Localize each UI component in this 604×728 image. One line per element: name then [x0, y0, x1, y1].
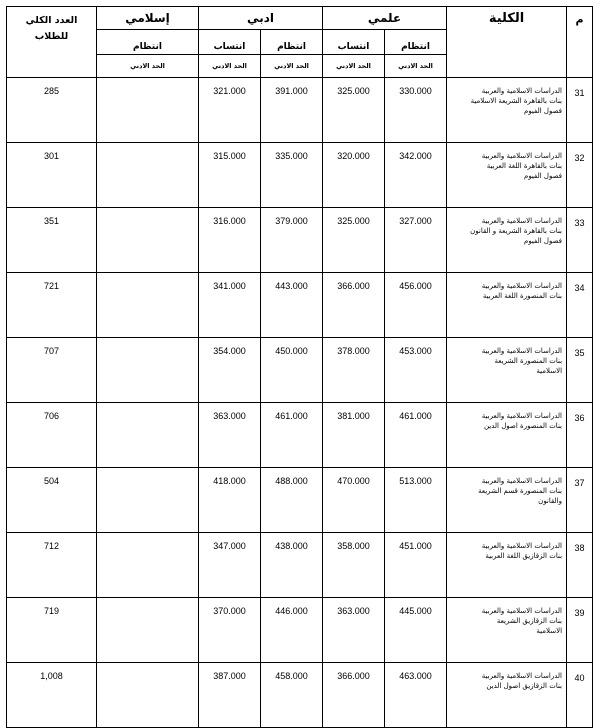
row-college	[447, 143, 567, 208]
table-row	[7, 598, 593, 663]
header-sci-regular: انتظام	[385, 30, 447, 55]
header-lit-affiliation: انتساب	[199, 30, 261, 55]
row-index: 40	[567, 663, 593, 728]
row-sci-affiliation: 325.000	[323, 208, 385, 273]
row-lit-affiliation: 316.000	[199, 208, 261, 273]
college-line: فصول الفيوم	[523, 172, 563, 180]
row-sci-affiliation: 325.000	[323, 78, 385, 143]
row-college	[447, 403, 567, 468]
college-line: بنات بالقاهرة اللغة العربية	[486, 162, 563, 170]
college-line: الدراسات الاسلامية والعربية	[481, 412, 563, 420]
college-line: الدراسات الاسلامية والعربية	[481, 477, 563, 485]
row-index: 31	[567, 78, 593, 143]
row-index: 38	[567, 533, 593, 598]
row-total: 706	[7, 403, 97, 468]
row-isl-regular	[97, 338, 199, 403]
header-total-line2: للطلاب	[34, 31, 69, 42]
table-body	[7, 78, 593, 728]
row-sci-affiliation: 470.000	[323, 468, 385, 533]
row-lit-regular: 450.000	[261, 338, 323, 403]
header-college: الكلية	[447, 7, 567, 78]
college-line: بنات المنصورة اصول الدين	[483, 422, 563, 430]
row-lit-regular: 458.000	[261, 663, 323, 728]
table-row	[7, 143, 593, 208]
header-isl-regular-min: الحد الادني	[97, 55, 199, 78]
row-lit-affiliation: 315.000	[199, 143, 261, 208]
header-sci-affiliation-min: الحد الادني	[323, 55, 385, 78]
row-isl-regular	[97, 143, 199, 208]
college-line: والقانون	[538, 497, 563, 505]
row-sci-affiliation: 363.000	[323, 598, 385, 663]
row-lit-affiliation: 341.000	[199, 273, 261, 338]
table-row	[7, 208, 593, 273]
row-college	[447, 468, 567, 533]
row-sci-regular: 513.000	[385, 468, 447, 533]
row-lit-regular: 488.000	[261, 468, 323, 533]
row-lit-regular: 335.000	[261, 143, 323, 208]
row-isl-regular	[97, 403, 199, 468]
college-line: الدراسات الاسلامية والعربية	[481, 542, 563, 550]
row-college	[447, 663, 567, 728]
row-sci-regular: 456.000	[385, 273, 447, 338]
row-total: 721	[7, 273, 97, 338]
row-sci-affiliation: 378.000	[323, 338, 385, 403]
header-lit-regular-min: الحد الادني	[261, 55, 323, 78]
row-lit-regular: 443.000	[261, 273, 323, 338]
college-line: الدراسات الاسلامية والعربية	[481, 282, 563, 290]
row-total: 301	[7, 143, 97, 208]
row-sci-regular: 330.000	[385, 78, 447, 143]
row-sci-affiliation: 366.000	[323, 273, 385, 338]
row-index: 36	[567, 403, 593, 468]
row-isl-regular	[97, 78, 199, 143]
row-college	[447, 273, 567, 338]
table-row	[7, 338, 593, 403]
row-lit-affiliation: 387.000	[199, 663, 261, 728]
row-index: 37	[567, 468, 593, 533]
row-isl-regular	[97, 533, 199, 598]
row-isl-regular	[97, 273, 199, 338]
college-line: الدراسات الاسلامية والعربية	[481, 217, 563, 225]
row-sci-regular: 342.000	[385, 143, 447, 208]
college-line: بنات المنصورة اللغة العربية	[482, 292, 563, 300]
college-line: بنات المنصورة الشريعة	[494, 357, 563, 365]
row-sci-regular: 453.000	[385, 338, 447, 403]
row-lit-regular: 438.000	[261, 533, 323, 598]
row-college	[447, 338, 567, 403]
header-isl-regular: انتظام	[97, 30, 199, 55]
college-line: الدراسات الاسلامية والعربية	[481, 672, 563, 680]
row-isl-regular	[97, 663, 199, 728]
header-lit-affiliation-min: الحد الادني	[199, 55, 261, 78]
row-total: 1,008	[7, 663, 97, 728]
table-row	[7, 533, 593, 598]
college-line: الدراسات الاسلامية والعربية	[481, 347, 563, 355]
row-lit-affiliation: 370.000	[199, 598, 261, 663]
row-sci-affiliation: 366.000	[323, 663, 385, 728]
row-lit-regular: 461.000	[261, 403, 323, 468]
header-sci-affiliation: انتساب	[323, 30, 385, 55]
row-total: 285	[7, 78, 97, 143]
college-line: فصول الفيوم	[523, 107, 563, 115]
row-index: 35	[567, 338, 593, 403]
row-lit-affiliation: 347.000	[199, 533, 261, 598]
header-index: م	[567, 7, 593, 78]
row-sci-regular: 327.000	[385, 208, 447, 273]
row-lit-affiliation: 321.000	[199, 78, 261, 143]
row-lit-affiliation: 418.000	[199, 468, 261, 533]
header-scientific: علمي	[323, 7, 447, 30]
row-college	[447, 533, 567, 598]
row-college	[447, 598, 567, 663]
row-sci-regular: 445.000	[385, 598, 447, 663]
row-index: 33	[567, 208, 593, 273]
college-line: بنات المنصورة قسم الشريعة	[478, 487, 563, 495]
row-isl-regular	[97, 468, 199, 533]
table-row	[7, 273, 593, 338]
college-line: بنات الزقازيق اللغة العربية	[485, 552, 563, 560]
header-sci-regular-min: الحد الادني	[385, 55, 447, 78]
row-total: 707	[7, 338, 97, 403]
college-line: فصول الفيوم	[523, 237, 563, 245]
row-lit-regular: 446.000	[261, 598, 323, 663]
row-sci-regular: 461.000	[385, 403, 447, 468]
row-college	[447, 208, 567, 273]
row-lit-affiliation: 354.000	[199, 338, 261, 403]
row-isl-regular	[97, 598, 199, 663]
row-sci-affiliation: 381.000	[323, 403, 385, 468]
row-lit-regular: 391.000	[261, 78, 323, 143]
row-index: 39	[567, 598, 593, 663]
college-line: الدراسات الاسلامية والعربية	[481, 152, 563, 160]
row-sci-regular: 451.000	[385, 533, 447, 598]
row-sci-affiliation: 358.000	[323, 533, 385, 598]
row-index: 32	[567, 143, 593, 208]
college-line: بنات بالقاهرة الشريعة الاسلامية	[470, 97, 563, 105]
table-row	[7, 78, 593, 143]
college-line: الاسلامية	[536, 367, 563, 375]
row-lit-affiliation: 363.000	[199, 403, 261, 468]
college-line: بنات بالقاهرة الشريعة و القانون	[470, 227, 563, 235]
row-isl-regular	[97, 208, 199, 273]
row-college	[447, 78, 567, 143]
row-index: 34	[567, 273, 593, 338]
college-line: بنات الزقازيق الشريعة	[496, 617, 563, 625]
college-line: الدراسات الاسلامية والعربية	[481, 607, 563, 615]
header-lit-regular: انتظام	[261, 30, 323, 55]
row-sci-affiliation: 320.000	[323, 143, 385, 208]
row-total: 719	[7, 598, 97, 663]
header-literary: ادبي	[199, 7, 323, 30]
college-line: الدراسات الاسلامية والعربية	[481, 87, 563, 95]
row-total: 351	[7, 208, 97, 273]
college-line: بنات الزقازيق اصول الدين	[486, 682, 563, 690]
header-islamic: إسلامي	[97, 7, 199, 30]
row-sci-regular: 463.000	[385, 663, 447, 728]
header-total-students	[7, 7, 97, 78]
table-row	[7, 468, 593, 533]
row-total: 712	[7, 533, 97, 598]
row-total: 504	[7, 468, 97, 533]
row-lit-regular: 379.000	[261, 208, 323, 273]
college-line: الاسلامية	[536, 627, 563, 635]
admission-table	[6, 6, 593, 728]
header-total-line1: العدد الكلي	[25, 15, 78, 26]
table-row	[7, 663, 593, 728]
table-row	[7, 403, 593, 468]
